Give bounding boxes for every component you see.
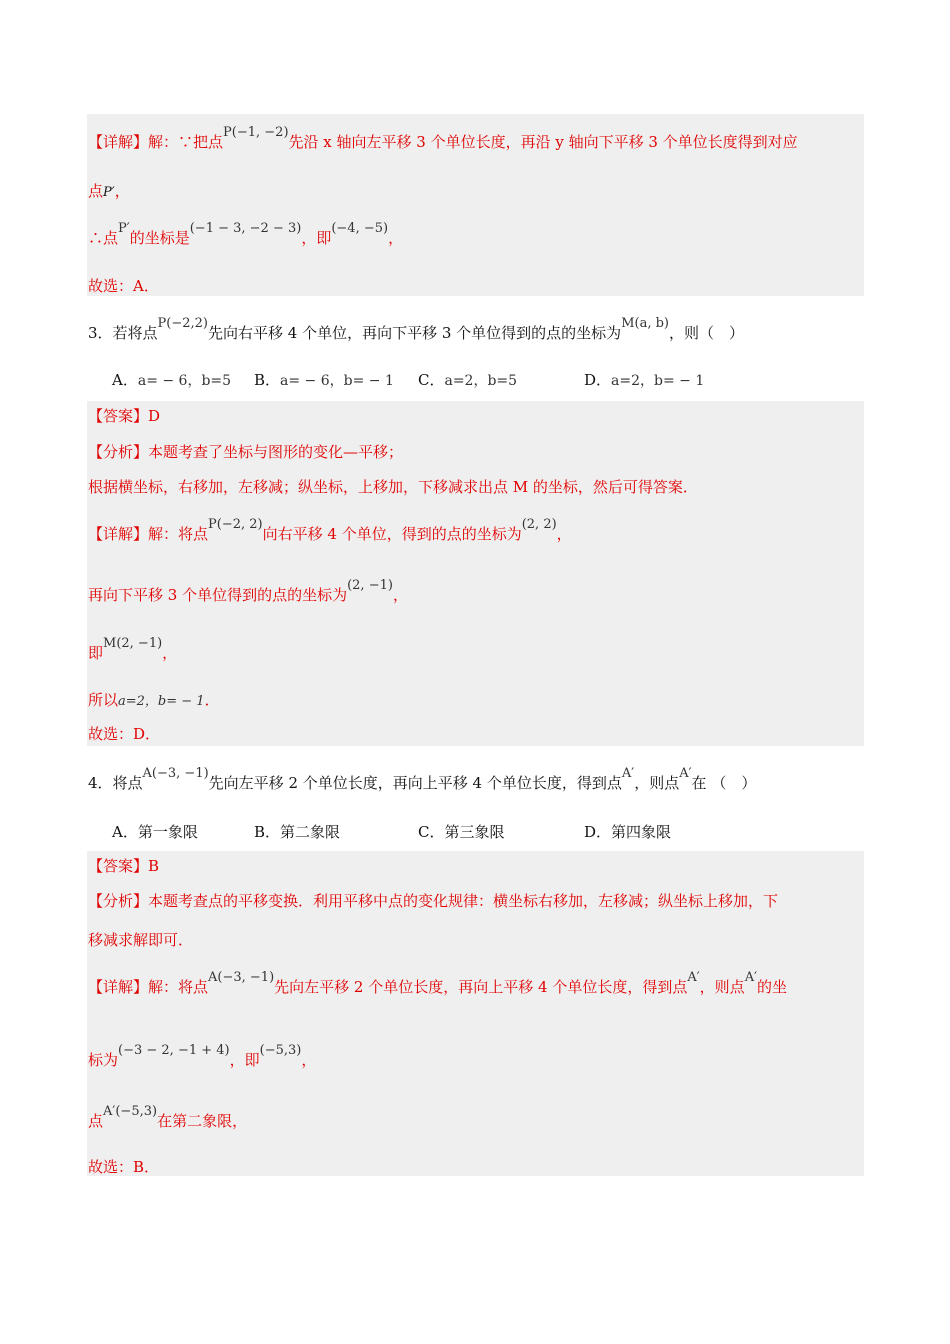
q2-point-p-prime: P′ (103, 185, 115, 200)
q2-detail-line-2: 点P′， (88, 182, 130, 200)
q3-answer: 【答案】D (88, 407, 161, 425)
q2-detail-line-1: 【详解】解：∵把点P(−1, −2)先沿 x 轴向左平移 3 个单位长度，再沿 y 轴向下平移 3 个单位长度得到对应 (88, 125, 798, 151)
q3-option-a: A．a= − 6，b=5 (112, 371, 232, 389)
q4-answer: 【答案】B (88, 857, 160, 875)
q3-option-d: D．a=2，b= − 1 (584, 371, 705, 389)
q3-detail-line-4: 所以a=2，b= − 1． (88, 691, 220, 709)
q4-analysis-2: 移减求解即可． (88, 931, 194, 949)
q3-option-b: B．a= − 6，b= − 1 (254, 371, 394, 389)
q3-detail-line-2: 再向下平移 3 个单位得到的点的坐标为(2, −1)， (88, 578, 408, 604)
q2-detail-line-3: ∴点P′的坐标是(−1 − 3, −2 − 3)，即(−4, −5)， (88, 221, 404, 247)
q4-option-c: C．第三象限 (418, 823, 505, 841)
q3-analysis-1: 【分析】本题考查了坐标与图形的变化—平移； (88, 443, 404, 461)
q4-choice: 故选：B． (88, 1158, 160, 1176)
q2-choice: 故选：A． (88, 277, 159, 295)
q3-stem: 3．若将点P(−2,2)先向右平移 4 个单位，再向下平移 3 个单位得到的点的坐标为M(a, b)，则（ ） (88, 316, 744, 342)
q3-detail-line-3: 即M(2, −1)， (88, 636, 178, 662)
q4-option-d: D．第四象限 (584, 823, 672, 841)
q3-analysis-2: 根据横坐标，右移加，左移减；纵坐标，上移加，下移减求出点 M 的坐标，然后可得答案． (88, 478, 698, 496)
q4-stem: 4．将点A(−3, −1)先向左平移 2 个单位长度，再向上平移 4 个单位长度，得到点A′，则点A′在 （ ） (88, 766, 757, 792)
q4-detail-line-1: 【详解】解：将点A(−3, −1)先向左平移 2 个单位长度，再向上平移 4 个单位长度，得到点A′，则点A′的坐 (88, 970, 788, 996)
q4-detail-line-3: 点A′(−5,3)在第二象限， (88, 1104, 248, 1130)
q4-option-a: A．第一象限 (112, 823, 198, 841)
q3-option-c: C．a=2，b=5 (418, 371, 518, 389)
q4-detail-line-2: 标为(−3 − 2, −1 + 4)，即(−5,3)， (88, 1043, 317, 1069)
q4-option-b: B．第二象限 (254, 823, 341, 841)
q2-point-p: P(−1, −2) (223, 125, 289, 140)
q3-detail-line-1: 【详解】解：将点P(−2, 2)向右平移 4 个单位，得到的点的坐标为(2, 2)， (88, 517, 572, 543)
q3-choice: 故选：D． (88, 725, 161, 743)
q4-analysis-1: 【分析】本题考查点的平移变换．利用平移中点的变化规律：横坐标右移加，左移减；纵坐标上移加，下 (88, 892, 779, 910)
